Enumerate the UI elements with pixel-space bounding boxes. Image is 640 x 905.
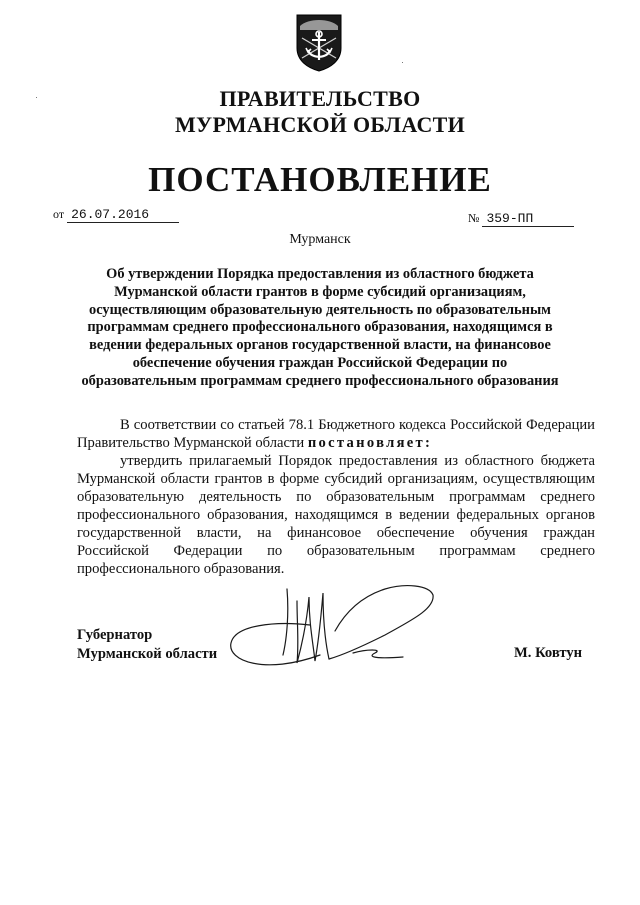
decree-word: постановляет:: [307, 435, 433, 451]
government-name-line2: МУРМАНСКОЙ ОБЛАСТИ: [174, 112, 466, 137]
document-number-row: [468, 211, 574, 227]
preamble-paragraph: [77, 416, 595, 452]
document-date-row: [53, 207, 179, 223]
scan-artifact: [402, 62, 403, 63]
signer-name: М. Ковтун: [514, 645, 583, 661]
document-date: 26.07.2016: [67, 207, 179, 223]
scan-artifact: [36, 97, 37, 98]
handwritten-signature: [225, 583, 437, 678]
date-prefix: от: [53, 207, 65, 221]
document-number: 359-ПП: [482, 211, 574, 227]
signer-position-line2: Мурманской области: [77, 645, 218, 662]
document-type-heading: ПОСТАНОВЛЕНИЕ: [148, 160, 492, 199]
document-title: Об утверждении Порядка предоставления из областного бюджета Мурманской области грантов в форме субсидий организациям, осуществляющим образовательную деятельность по образовательным программам среднего профессионального образования, находящимся в ведении федеральных органов государственной власти, на финансовое обеспечение обучения граждан Российской Федерации по образовательным программам среднего профессионального образования: [81, 266, 559, 389]
document-city: Мурманск: [289, 232, 351, 247]
preamble-text: В соответствии со статьей 78.1 Бюджетного кодекса Российской Федерации Правительство Мурманской области: [77, 417, 595, 451]
signer-position-line1: Губернатор: [77, 627, 153, 643]
number-prefix: №: [468, 211, 480, 225]
signer-position: [77, 626, 217, 663]
resolution-paragraph: утвердить прилагаемый Порядок предоставления из областного бюджета Мурманской области грантов в форме субсидий организациям, осуществляющим образовательную деятельность по образовательным программам среднего профессионального образования, находящимся в ведении федеральных органов государственной власти, на финансовое обеспечение обучения граждан Российской Федерации по образовательным программам среднего профессионального образования.: [77, 453, 595, 577]
murmansk-coat-of-arms-icon: [294, 12, 344, 72]
government-name-line1: ПРАВИТЕЛЬСТВО: [219, 86, 421, 111]
